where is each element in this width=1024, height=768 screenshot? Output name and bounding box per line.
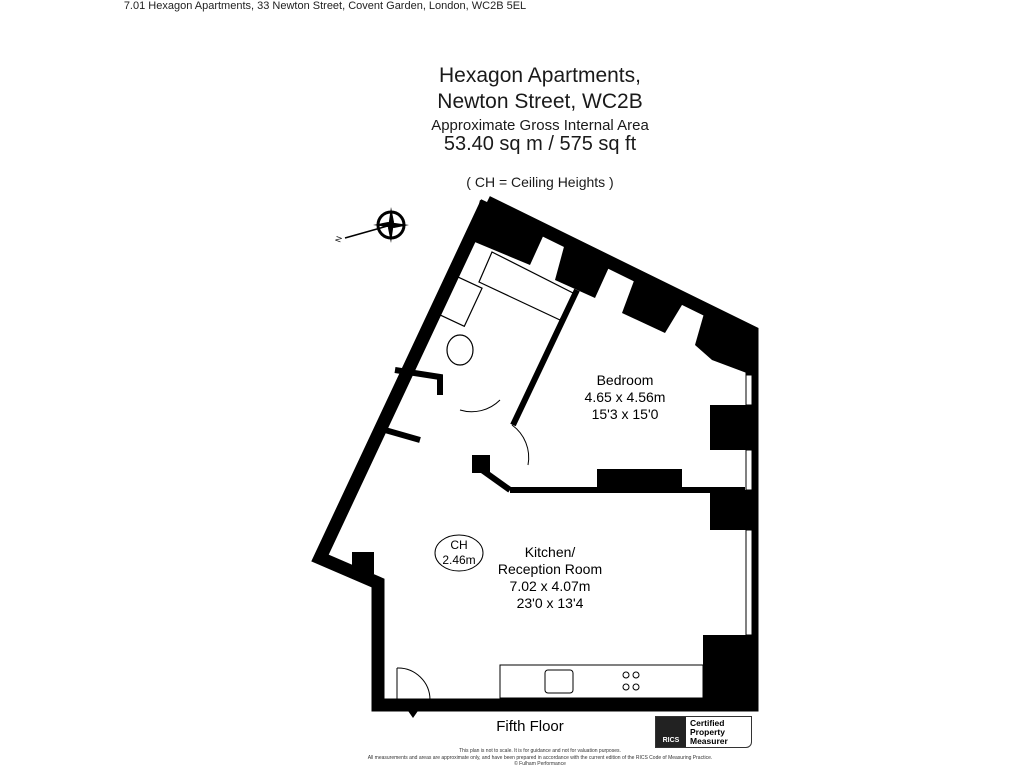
compass-icon	[334, 207, 409, 244]
toilet-icon	[447, 335, 473, 365]
compass-north-label: N	[333, 235, 344, 244]
area-value: 53.40 sq m / 575 sq ft	[443, 133, 637, 155]
floor-label: Fifth Floor	[496, 718, 564, 735]
rics-text: Measurer	[690, 736, 728, 746]
kitchen-sink-icon	[545, 670, 573, 693]
room-size-imperial: 15'3 x 15'0	[591, 406, 659, 422]
room-size-metric: 4.65 x 4.56m	[584, 389, 666, 405]
disclaimer-line: This plan is not to scale. It is for guidance and not for valuation purposes.	[459, 748, 621, 754]
room-name-cont: Reception Room	[497, 561, 603, 577]
kitchen-units	[500, 665, 703, 698]
rics-logo: RICS	[656, 717, 686, 747]
hob-icon	[623, 672, 639, 690]
room-size-imperial: 23'0 x 13'4	[516, 595, 584, 611]
room-name: Bedroom	[596, 372, 654, 388]
rics-text: Property	[690, 727, 725, 737]
area-caption: Approximate Gross Internal Area	[431, 117, 649, 134]
rics-badge	[655, 716, 752, 748]
property-address: 7.01 Hexagon Apartments, 33 Newton Street, Covent Garden, London, WC2B 5EL	[123, 0, 527, 12]
street-name: Newton Street, WC2B	[437, 90, 643, 113]
building-name: Hexagon Apartments,	[439, 64, 641, 87]
walls	[320, 200, 752, 705]
ceiling-value: 2.46m	[442, 553, 476, 567]
bedroom-label	[560, 372, 690, 423]
copyright: © Fulham Performance	[514, 761, 566, 767]
ceiling-note: ( CH = Ceiling Heights )	[466, 174, 614, 190]
room-size-metric: 7.02 x 4.07m	[509, 578, 591, 594]
ceiling-label: CH	[450, 538, 468, 552]
disclaimer-line: All measurements and areas are approximate only, and have been prepared in accordance with the current edition of the RICS Code of Measuring Practice.	[367, 755, 713, 761]
ceiling-height	[435, 538, 483, 568]
kitchen-label	[480, 544, 620, 612]
rics-text: Certified	[690, 718, 725, 728]
room-name: Kitchen/	[524, 544, 576, 560]
